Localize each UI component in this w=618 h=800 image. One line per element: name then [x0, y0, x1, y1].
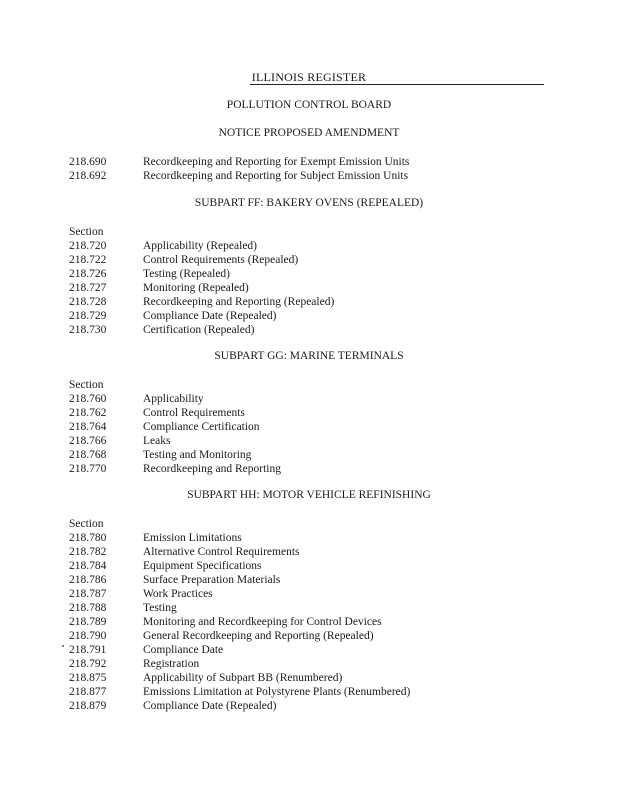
section-row [69, 671, 589, 685]
section-description: Alternative Control Requirements [143, 546, 300, 558]
section-row [69, 309, 589, 323]
section-number: 218.692 [69, 170, 107, 182]
section-description: Control Requirements [143, 407, 245, 419]
section-row [69, 420, 589, 434]
section-number: 218.762 [69, 407, 107, 419]
section-description: General Recordkeeping and Reporting (Repealed) [143, 630, 374, 642]
section-row [69, 559, 589, 573]
section-description: Applicability [143, 393, 204, 405]
section-number: 218.789 [69, 616, 107, 628]
section-number: 218.792 [69, 658, 107, 670]
section-number: 218.770 [69, 463, 107, 475]
section-row [69, 267, 589, 281]
section-row [69, 685, 589, 699]
section-row [69, 169, 589, 183]
intro-entries [69, 155, 589, 183]
section-number: 218.727 [69, 282, 107, 294]
section-description: Testing (Repealed) [143, 268, 231, 280]
section-row [69, 462, 589, 476]
section-description: Recordkeeping and Reporting [143, 463, 281, 475]
section-row [69, 699, 589, 713]
section-row [69, 281, 589, 295]
section-description: Compliance Date [143, 644, 224, 656]
section-description: Leaks [143, 435, 171, 447]
section-row [69, 253, 589, 267]
section-description: Surface Preparation Materials [143, 574, 281, 586]
section-number: 218.791 [69, 644, 107, 656]
section-row [69, 657, 589, 671]
section-description: Equipment Specifications [143, 560, 262, 572]
section-description: Testing [143, 602, 177, 614]
section-number: 218.877 [69, 686, 107, 698]
subpart-ff-title: SUBPART FF: BAKERY OVENS (REPEALED) [194, 197, 424, 209]
section-number: 218.875 [69, 672, 107, 684]
scan-speck [62, 645, 64, 647]
subpart-hh-list [69, 517, 589, 713]
section-description: Testing and Monitoring [143, 449, 252, 461]
section-description: Recordkeeping and Reporting for Subject Emission Units [143, 170, 409, 182]
section-row [69, 615, 589, 629]
subpart-gg-title: SUBPART GG: MARINE TERMINALS [214, 350, 404, 362]
section-number: 218.720 [69, 240, 107, 252]
section-row [69, 323, 589, 337]
section-row [69, 545, 589, 559]
section-description: Monitoring and Recordkeeping for Control Devices [143, 616, 382, 628]
section-description: Applicability of Subpart BB (Renumbered) [143, 672, 343, 684]
section-description: Recordkeeping and Reporting for Exempt Emission Units [143, 156, 410, 168]
section-number: 218.726 [69, 268, 107, 280]
section-number: 218.730 [69, 324, 107, 336]
subpart-ff-list [69, 225, 589, 337]
section-number: 218.760 [69, 393, 107, 405]
section-row [69, 406, 589, 420]
section-description: Compliance Certification [143, 421, 260, 433]
section-number: 218.788 [69, 602, 107, 614]
section-row [69, 392, 589, 406]
section-description: Work Practices [143, 588, 213, 600]
section-label: Section [69, 379, 104, 391]
section-description: Recordkeeping and Reporting (Repealed) [143, 296, 335, 308]
section-row [69, 601, 589, 615]
subpart-hh-title: SUBPART HH: MOTOR VEHICLE REFINISHING [187, 489, 431, 501]
section-number: 218.729 [69, 310, 107, 322]
section-row [69, 587, 589, 601]
section-number: 218.766 [69, 435, 107, 447]
section-row [69, 643, 589, 657]
section-row [69, 573, 589, 587]
section-description: Certification (Repealed) [143, 324, 255, 336]
section-number: 218.764 [69, 421, 107, 433]
section-number: 218.728 [69, 296, 107, 308]
section-number: 218.768 [69, 449, 107, 461]
section-description: Compliance Date (Repealed) [143, 310, 277, 322]
subpart-gg-list [69, 378, 589, 476]
section-number: 218.786 [69, 574, 107, 586]
section-description: Applicability (Repealed) [143, 240, 258, 252]
section-description: Emission Limitations [143, 532, 242, 544]
section-number: 218.790 [69, 630, 107, 642]
section-row [69, 448, 589, 462]
section-row [69, 434, 589, 448]
section-number: 218.722 [69, 254, 107, 266]
section-description: Compliance Date (Repealed) [143, 700, 277, 712]
section-row [69, 629, 589, 643]
section-row [69, 155, 589, 169]
section-row [69, 239, 589, 253]
agency-title: POLLUTION CONTROL BOARD [226, 99, 392, 111]
section-description: Control Requirements (Repealed) [143, 254, 299, 266]
section-description: Emissions Limitation at Polystyrene Plants (Renumbered) [143, 686, 411, 698]
section-label: Section [69, 518, 104, 530]
notice-title: NOTICE PROPOSED AMENDMENT [218, 127, 400, 139]
header-rule [250, 84, 544, 85]
section-number: 218.784 [69, 560, 107, 572]
section-description: Monitoring (Repealed) [143, 282, 249, 294]
register-title: ILLINOIS REGISTER [251, 70, 367, 84]
section-row [69, 295, 589, 309]
section-row [69, 531, 589, 545]
section-description: Registration [143, 658, 200, 670]
section-number: 218.780 [69, 532, 107, 544]
section-number: 218.787 [69, 588, 107, 600]
section-number: 218.782 [69, 546, 107, 558]
section-number: 218.690 [69, 156, 107, 168]
section-label: Section [69, 226, 104, 238]
section-number: 218.879 [69, 700, 107, 712]
